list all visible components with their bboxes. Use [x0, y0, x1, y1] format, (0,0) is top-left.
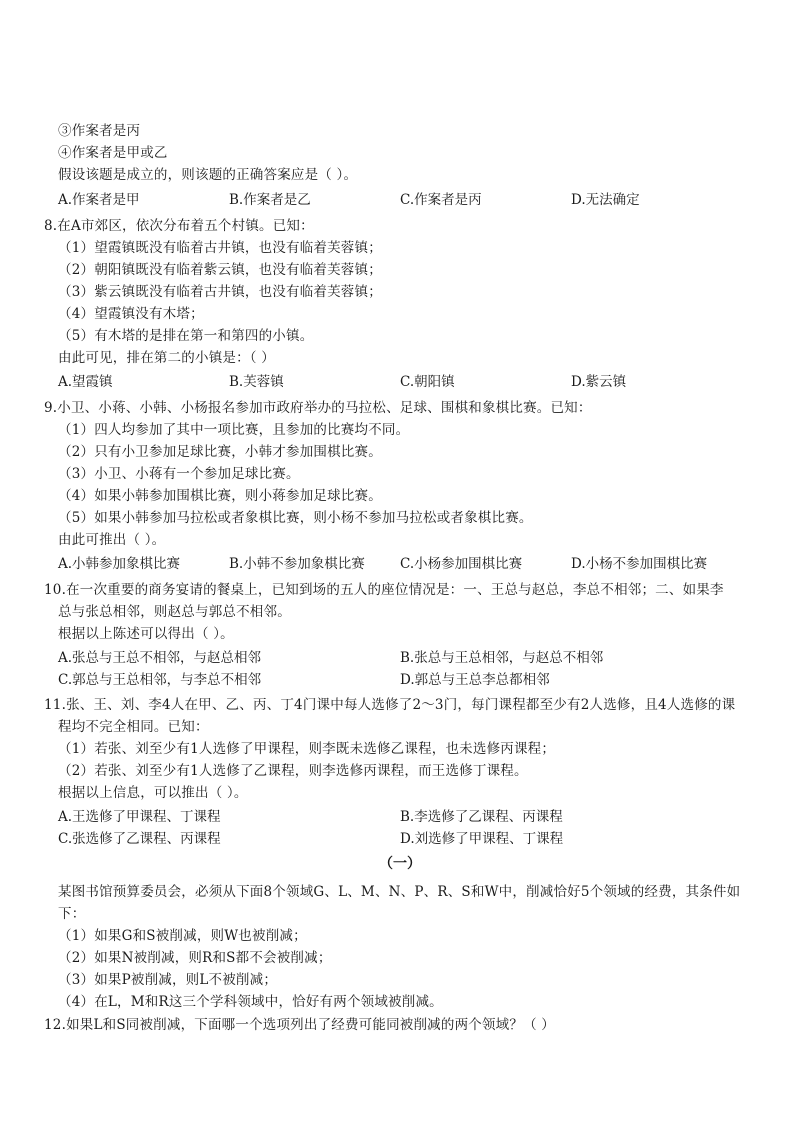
q11-option-c: C.张选修了乙课程、丙课程 [58, 831, 221, 847]
q8-condition: （5）有木塔的是排在第一和第四的小镇。 [58, 328, 314, 344]
q11-prompt: 根据以上信息，可以推出（ ）。 [58, 785, 248, 801]
q10-option-c: C.郭总与王总相邻，与李总不相邻 [58, 672, 262, 688]
q9-condition: （4）如果小韩参加围棋比赛，则小蒋参加足球比赛。 [58, 488, 382, 504]
section-heading: （一） [379, 856, 421, 872]
q7-prompt: 假设该题是成立的，则该题的正确答案应是（ ）。 [58, 167, 358, 183]
q10-prompt: 根据以上陈述可以得出（ ）。 [58, 626, 234, 642]
q9-stem: 9.小卫、小蒋、小韩、小杨报名参加市政府举办的马拉松、足球、围棋和象棋比赛。已知： [44, 400, 592, 416]
q8-option-c: C.朝阳镇 [400, 374, 455, 390]
q9-condition: （2）只有小卫参加足球比赛，小韩才参加围棋比赛。 [58, 444, 382, 460]
q10-option-a: A.张总与王总不相邻，与赵总相邻 [58, 650, 262, 666]
q7-option-b: B.作案者是乙 [229, 192, 311, 208]
q11-condition: （1）若张、刘至少有1人选修了甲课程，则李既未选修乙课程，也未选修丙课程； [58, 741, 556, 757]
q11-stem: 11.张、王、刘、李4人在甲、乙、丙、丁4门课中每人选修了2～3门，每门课程都至少有2人选修，且4人选修的课 [44, 697, 736, 713]
q11-condition: （2）若张、刘至少有1人选修了乙课程，则李选修丙课程，而王选修丁课程。 [58, 763, 528, 779]
q8-condition: （1）望霞镇既没有临着古井镇，也没有临着芙蓉镇； [58, 240, 382, 256]
q10-stem-continued: 总与张总相邻，则赵总与郭总不相邻。 [58, 604, 291, 620]
q8-stem: 8.在A市郊区，依次分布着五个村镇。已知： [44, 218, 314, 234]
q9-condition: （5）如果小韩参加马拉松或者象棋比赛，则小杨不参加马拉松或者象棋比赛。 [58, 510, 533, 526]
q7-option-d: D.无法确定 [571, 192, 640, 208]
q8-option-d: D.紫云镇 [571, 374, 627, 390]
q10-option-d: D.郭总与王总李总都相邻 [400, 672, 550, 688]
section-condition: （1）如果G和S被削减，则W也被削减； [58, 928, 307, 944]
q9-option-a: A.小韩参加象棋比赛 [58, 556, 181, 572]
q9-option-d: D.小杨不参加围棋比赛 [571, 556, 708, 572]
q7-option-c: C.作案者是丙 [400, 192, 482, 208]
q8-condition: （4）望霞镇没有木塔； [58, 306, 204, 322]
section-condition: （4）在L，M和R这三个学科领域中，恰好有两个领域被削减。 [58, 994, 443, 1010]
q9-option-b: B.小韩不参加象棋比赛 [229, 556, 365, 572]
q7-option-a: A.作案者是甲 [58, 192, 140, 208]
q8-option-b: B.芙蓉镇 [229, 374, 284, 390]
q9-option-c: C.小杨参加围棋比赛 [400, 556, 523, 572]
q11-option-d: D.刘选修了甲课程、丁课程 [400, 831, 564, 847]
q9-condition: （1）四人均参加了其中一项比赛，且参加的比赛均不同。 [58, 422, 410, 438]
q7-condition-3: ③作案者是丙 [58, 123, 141, 139]
q11-stem-continued: 程均不完全相同。已知： [58, 719, 209, 735]
q10-option-b: B.张总与王总相邻，与赵总不相邻 [400, 650, 604, 666]
section-intro: 某图书馆预算委员会，必须从下面8个领域G、L、M、N、P、R、S和W中，削减恰好5个领域的经费，其条件如 [58, 884, 741, 900]
q11-option-b: B.李选修了乙课程、丙课程 [400, 809, 563, 825]
section-condition: （2）如果N被削减，则R和S都不会被削减； [58, 950, 332, 966]
q9-condition: （3）小卫、小蒋有一个参加足球比赛。 [58, 466, 300, 482]
q10-stem: 10.在一次重要的商务宴请的餐桌上，已知到场的五人的座位情况是：一、王总与赵总，李总不相邻；二、如果李 [44, 582, 724, 598]
q8-condition: （3）紫云镇既没有临着古井镇，也没有临着芙蓉镇； [58, 284, 382, 300]
section-condition: （3）如果P被削减，则L不被削减； [58, 972, 278, 988]
q8-condition: （2）朝阳镇既没有临着紫云镇，也没有临着芙蓉镇； [58, 262, 382, 278]
q7-condition-4: ④作案者是甲或乙 [58, 145, 168, 161]
q8-option-a: A.望霞镇 [58, 374, 113, 390]
q8-prompt: 由此可见，排在第二的小镇是：（ ） [58, 350, 275, 366]
q12-stem: 12.如果L和S同被削减，下面哪一个选项列出了经费可能同被削减的两个领域？（ ） [44, 1017, 555, 1033]
q11-option-a: A.王选修了甲课程、丁课程 [58, 809, 221, 825]
q9-prompt: 由此可推出（ ）。 [58, 532, 166, 548]
section-intro-continued: 下： [58, 906, 86, 922]
